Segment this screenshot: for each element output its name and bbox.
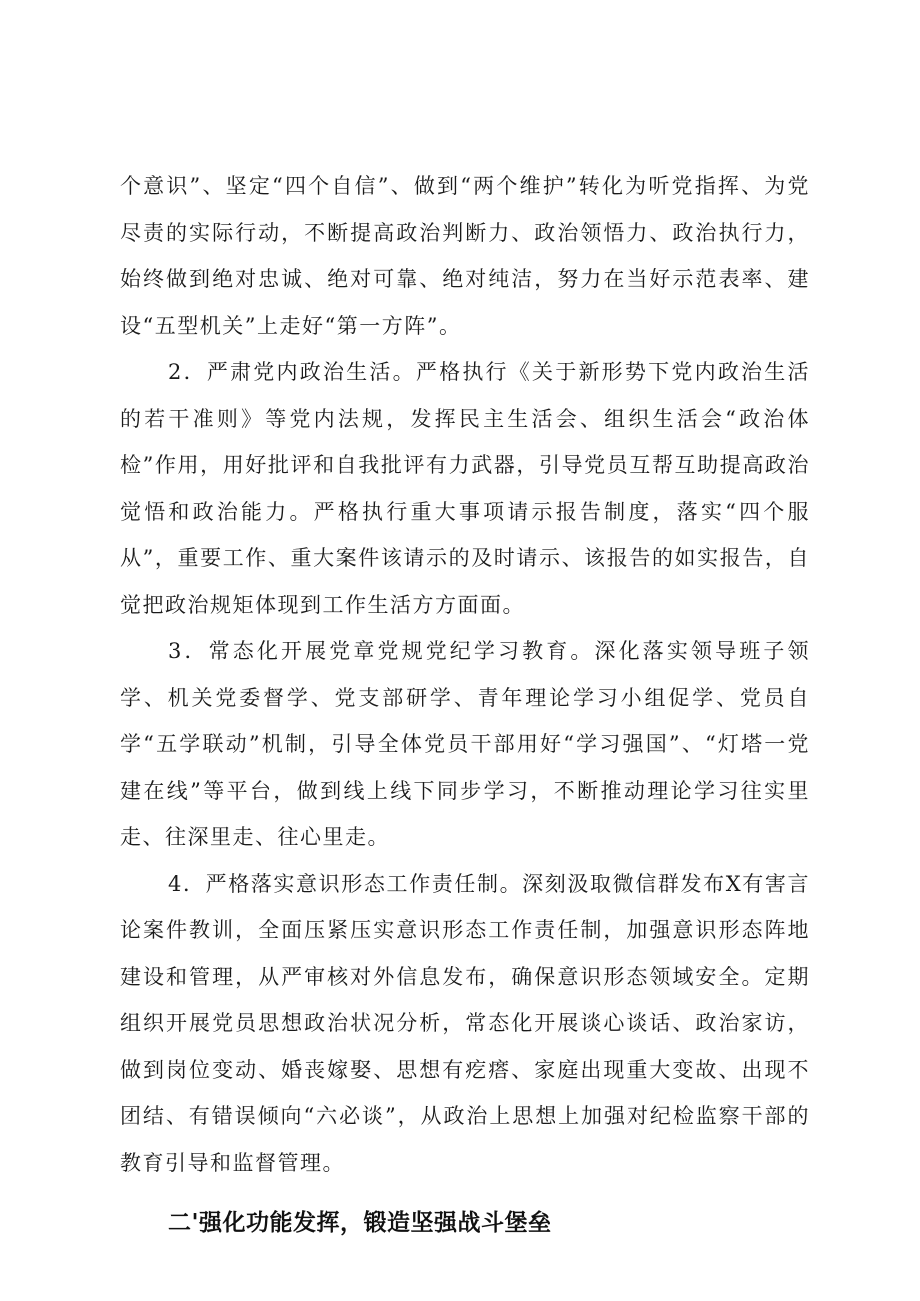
paragraph-item-3: 3．常态化开展党章党规党纪学习教育。深化落实领导班子领学、机关党委督学、党支部研学、青年理论学习小组促学、党员自学“五学联动”机制，引导全体党员干部用好“学习强国”、“灯塔一党建在线”等平台，做到线上线下同步学习，不断推动理论学习往实里走、往深里走、往心里走。: [120, 639, 810, 849]
document-body: [120, 163, 810, 1246]
paragraph-continuation: 个意识”、坚定“四个自信”、做到“两个维护”转化为听党指挥、为党尽责的实际行动，不断提高政治判断力、政治领悟力、政治执行力，始终做到绝对忠诚、绝对可靠、绝对纯洁，努力在当好示范表率、建设“五型机关”上走好“第一方阵”。: [120, 174, 810, 338]
paragraph-item-4: 4．严格落实意识形态工作责任制。深刻汲取微信群发布X有害言论案件教训，全面压紧压实意识形态工作责任制，加强意识形态阵地建设和管理，从严审核对外信息发布，确保意识形态领域安全。定期组织开展党员思想政治状况分析，常态化开展谈心谈话、政治家访，做到岗位变动、婚丧嫁娶、思想有疙瘩、家庭出现重大变故、出现不团结、有错误倾向“六必谈”，从政治上思想上加强对纪检监察干部的教育引导和监督管理。: [120, 871, 810, 1175]
paragraph-item-2: 2．严肃党内政治生活。严格执行《关于新形势下党内政治生活的若干准则》等党内法规，发挥民主生活会、组织生活会“政治体检”作用，用好批评和自我批评有力武器，引导党员互帮互助提高政治觉悟和政治能力。严格执行重大事项请示报告制度，落实“四个服从”，重要工作、重大案件该请示的及时请示、该报告的如实报告，自觉把政治规矩体现到工作生活方方面面。: [120, 360, 810, 617]
section-heading: 二'强化功能发挥，锻造坚强战斗堡垒: [168, 1210, 552, 1236]
